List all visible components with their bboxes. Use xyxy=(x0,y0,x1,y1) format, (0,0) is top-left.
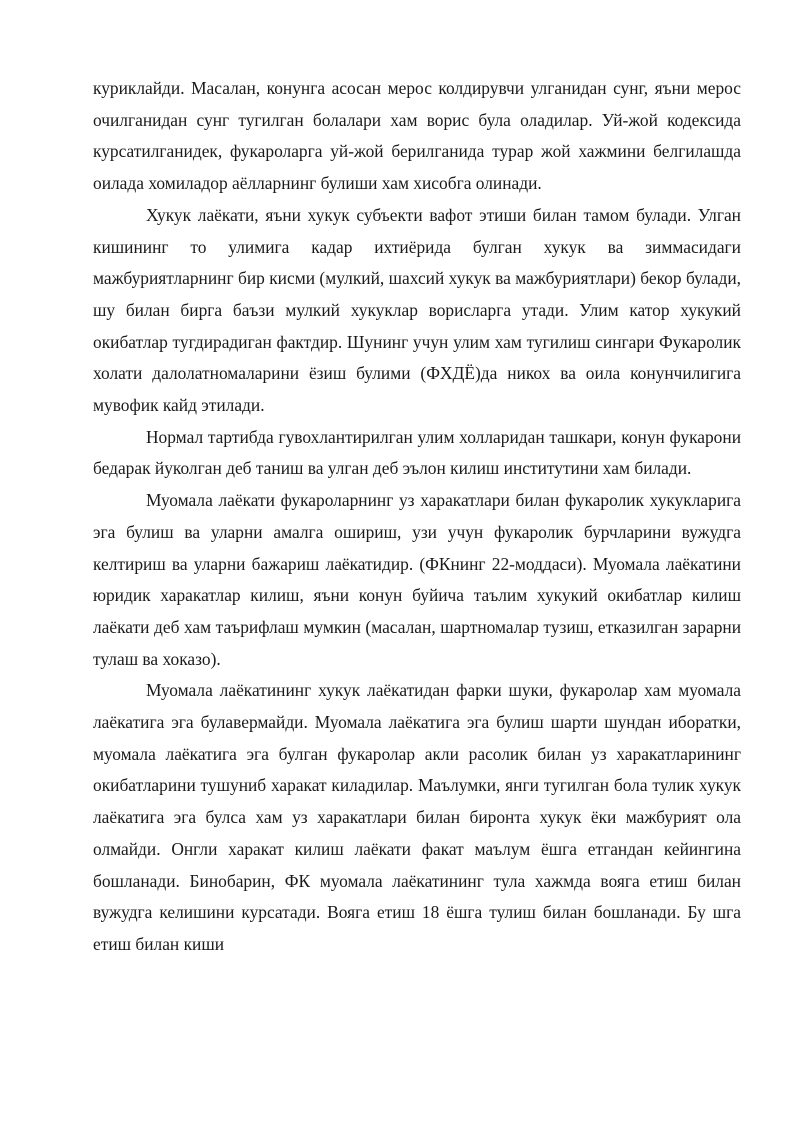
paragraph-4: Муомала лаёкати фукароларнинг уз харакатлари билан фукаролик хукукларига эга булиш ва уларни амалга ошириш, узи учун фукаролик бурчларини вужудга келтириш ва уларни бажариш лаёкатидир. (ФКнинг 22-моддаси). Муомала лаёкатини юридик харакатлар килиш, яъни конун буйича таълим хукукий окибатлар килиш лаёкати деб хам таърифлаш мумкин (масалан, шартномалар тузиш, етказилган зарарни тулаш ва хоказо). xyxy=(93,490,741,669)
paragraph-2: Хукук лаёкати, яъни хукук субъекти вафот этиши билан тамом булади. Улган кишининг то улимига кадар ихтиёрида булган хукук ва зиммасидаги мажбуриятларнинг бир кисми (мулкий, шахсий хукук ва мажбуриятлари) бекор булади, шу билан бирга баъзи мулкий хукуклар ворисларга утади. Улим катор хукукий окибатлар тугдирадиган фактдир. Шунинг учун улим хам тугилиш сингари Фукаролик холати далолатномаларини ёзиш булими (ФХДЁ)да никох ва оила конунчилигига мувофик кайд этилади. xyxy=(93,204,741,416)
paragraph-3: Нормал тартибда гувохлантирилган улим холларидан ташкари, конун фукарони бедарак йуколган деб таниш ва улган деб эълон килиш институтини хам билади. xyxy=(93,426,741,479)
paragraph-5: Муомала лаёкатининг хукук лаёкатидан фарки шуки, фукаролар хам муомала лаёкатига эга булавермайди. Муомала лаёкатига эга булиш шарти шундан иборатки, муомала лаёкатига эга булган фукаролар акли расолик билан уз харакатларининг окибатларини тушуниб харакат киладилар. Маълумки, янги тугилган бола тулик хукук лаёкатига эга булса хам уз харакатлари билан биронта хукук ёки мажбурият ола олмайди. Онгли харакат килиш лаёкати факат маълум ёшга етгандан кейингина бошланади. Бинобарин, ФК муомала лаёкатининг тула хажмда вояга етиш билан вужудга келишини курсатади. Вояга етиш 18 ёшга тулиш билан бошланади. Бу шга етиш билан киши xyxy=(93,680,741,954)
document-body xyxy=(93,73,741,961)
paragraph-1: куриклайди. Масалан, конунга асосан мерос колдирувчи улганидан сунг, яъни мерос очилганидан сунг тугилган болалари хам ворис була оладилар. Уй-жой кодексида курсатилганидек, фукароларга уй-жой берилганида турар жой хажмини белгилашда оилада хомиладор аёлларнинг булиши хам хисобга олинади. xyxy=(93,78,741,194)
